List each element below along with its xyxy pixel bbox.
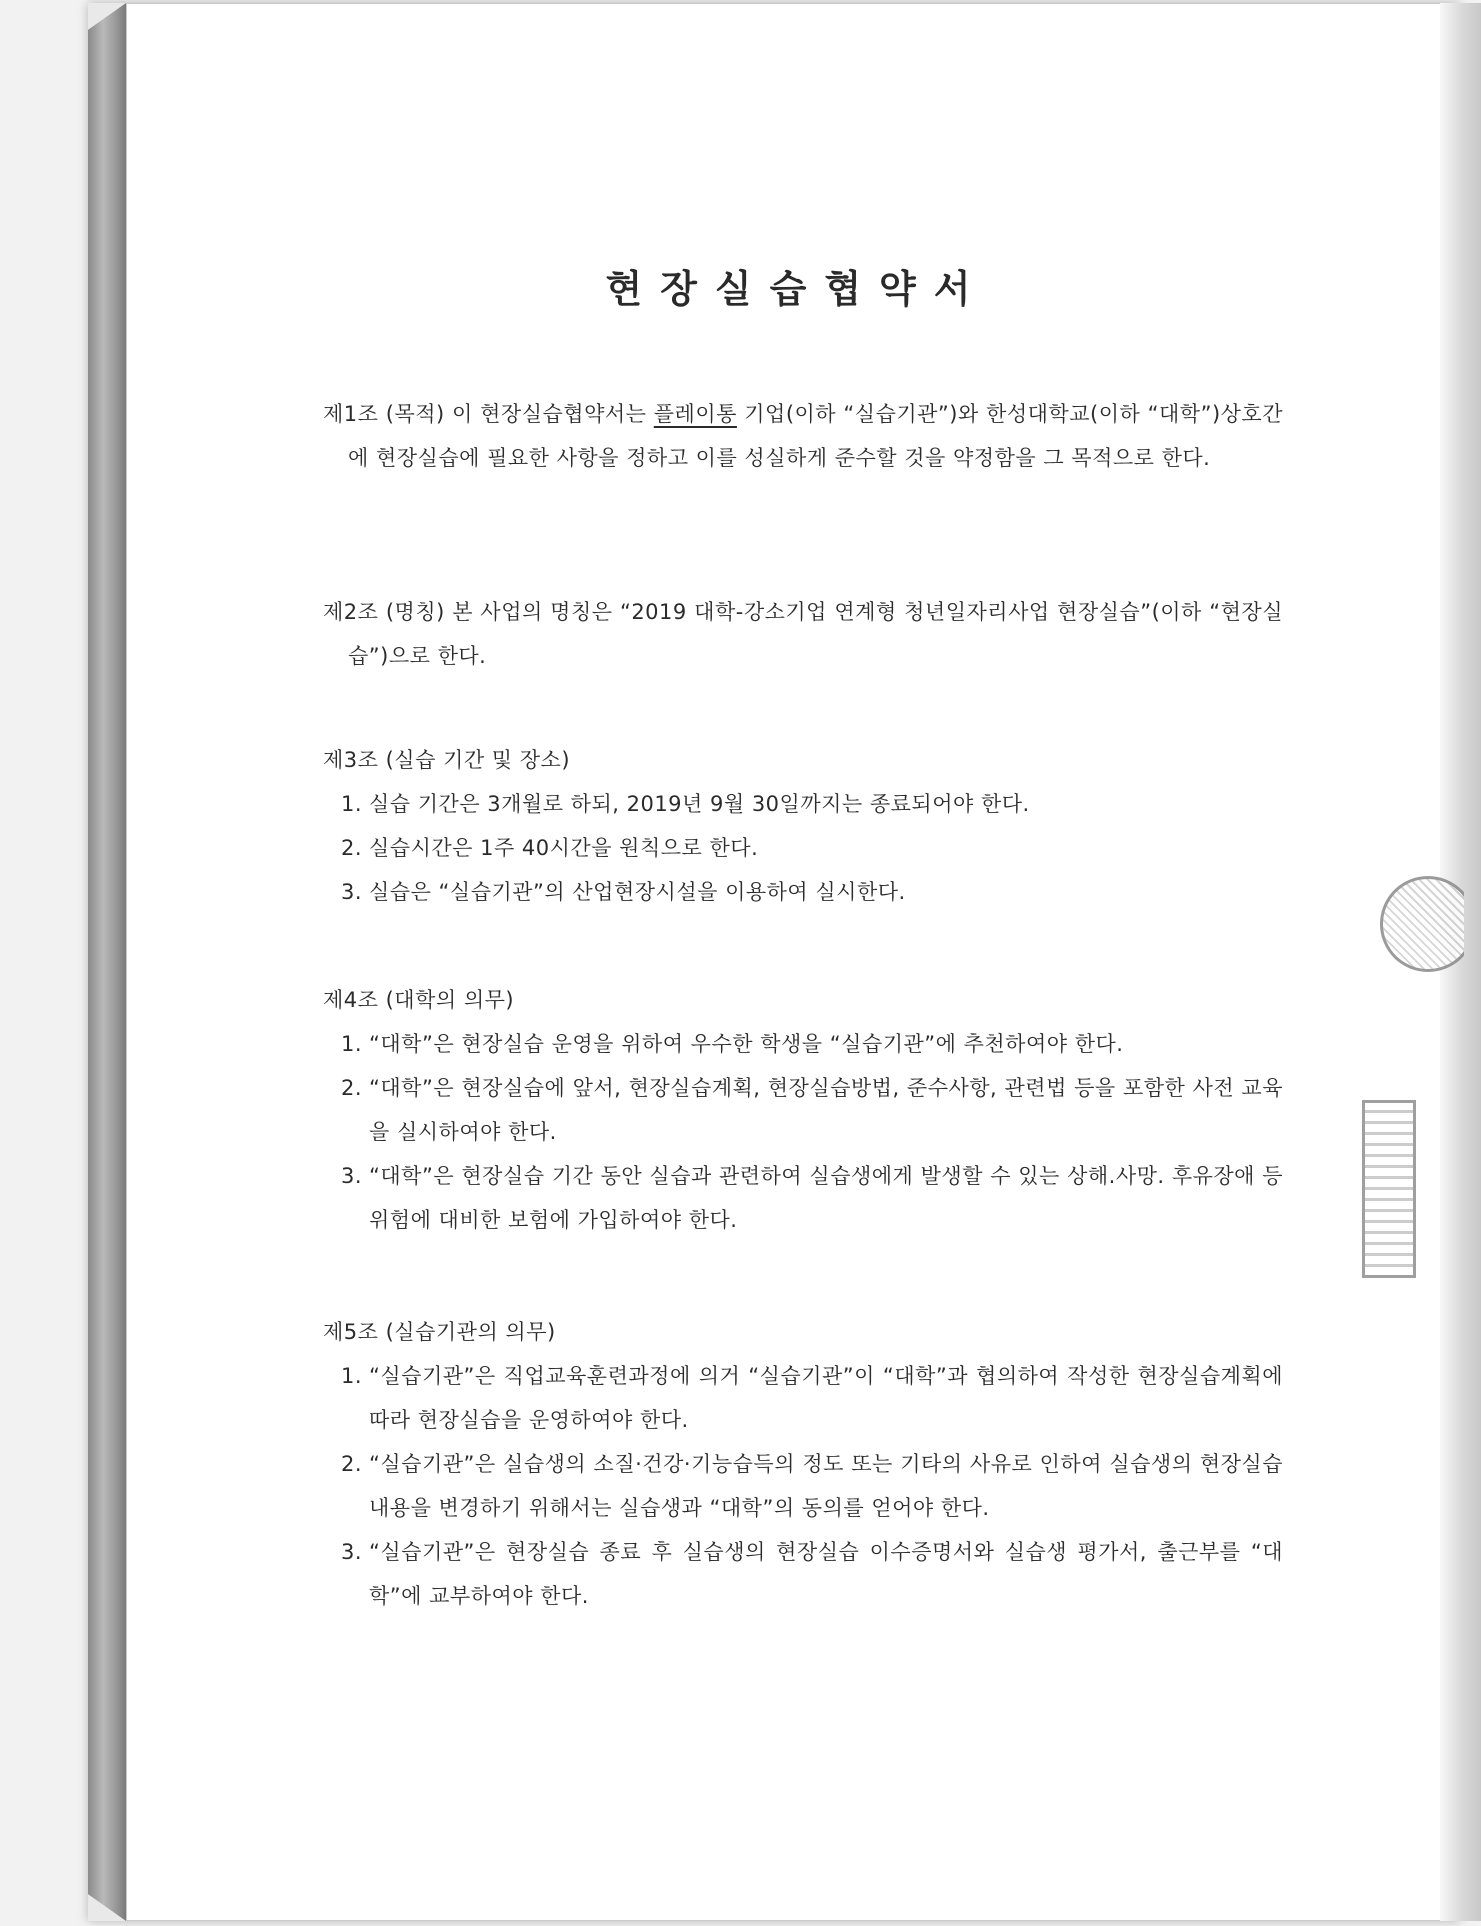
article-5-heading: 제5조 (실습기관의 의무) [323,1320,556,1344]
article-1 [323,392,1283,480]
item-number: 3. [341,880,363,904]
article-5 [323,1310,1283,1618]
company-name: 플레이통 [653,402,737,426]
item-text: “실습기관”은 직업교육훈련과정에 의거 “실습기관”이 “대학”과 협의하여 작성한 현장실습계획에 따라 현장실습을 운영하여야 한다. [369,1364,1283,1432]
item-number: 2. [341,1076,363,1100]
item-number: 3. [341,1164,363,1188]
article-3-item [323,870,1283,914]
article-4-item [323,1154,1283,1242]
item-text: “대학”은 현장실습 운영을 위하여 우수한 학생을 “실습기관”에 추천하여야 한다. [369,1032,1124,1056]
article-2 [323,590,1283,678]
item-number: 2. [341,836,363,860]
seal-circle [1380,876,1464,972]
item-number: 2. [341,1452,363,1476]
document-page [126,3,1460,1921]
article-5-item [323,1442,1283,1530]
article-4-item [323,1066,1283,1154]
item-text: “대학”은 현장실습에 앞서, 현장실습계획, 현장실습방법, 준수사항, 관련법 등을 포함한 사전 교육을 실시하여야 한다. [369,1076,1283,1144]
article-3-item [323,826,1283,870]
item-number: 1. [341,1032,363,1056]
article-4-item [323,1022,1283,1066]
article-1-after: 기업(이하 “실습기관”)와 한성대학교(이하 “대학”)상호간에 현장실습에 필요한 사항을 정하고 이를 성실하게 준수할 것을 약정함을 그 목적으로 한다. [348,402,1284,470]
article-4 [323,978,1283,1242]
item-text: 실습 기간은 3개월로 하되, 2019년 9월 30일까지는 종료되어야 한다. [369,792,1030,816]
item-text: “실습기관”은 실습생의 소질·건강·기능습득의 정도 또는 기타의 사유로 인하여 실습생의 현장실습내용을 변경하기 위해서는 실습생과 “대학”의 동의를 얻어야 한다. [369,1452,1283,1520]
article-5-item [323,1530,1283,1618]
article-1-text [323,392,1283,480]
article-3 [323,738,1283,914]
article-2-text: 제2조 (명칭) 본 사업의 명칭은 “2019 대학-강소기업 연계형 청년일자리사업 현장실습”(이하 “현장실습”)으로 한다. [323,600,1283,668]
rectangular-seal-stamp [1362,1100,1416,1278]
round-seal-stamp [1380,876,1464,976]
page-left-edge [88,3,126,1921]
item-number: 1. [341,792,363,816]
article-1-before: 제1조 (목적) 이 현장실습협약서는 [323,402,654,426]
item-text: 실습시간은 1주 40시간을 원칙으로 한다. [369,836,759,860]
article-5-item [323,1354,1283,1442]
item-number: 1. [341,1364,363,1388]
item-text: “실습기관”은 현장실습 종료 후 실습생의 현장실습 이수증명서와 실습생 평가서, 출근부를 “대학”에 교부하여야 한다. [369,1540,1283,1608]
article-4-heading: 제4조 (대학의 의무) [323,988,515,1012]
item-text: 실습은 “실습기관”의 산업현장시설을 이용하여 실시한다. [369,880,906,904]
item-text: “대학”은 현장실습 기간 동안 실습과 관련하여 실습생에게 발생할 수 있는 상해.사망. 후유장애 등 위험에 대비한 보험에 가입하여야 한다. [369,1164,1283,1232]
item-number: 3. [341,1540,363,1564]
document-title: 현장실습협약서 [605,267,989,311]
article-3-heading: 제3조 (실습 기간 및 장소) [323,748,571,772]
article-3-item [323,782,1283,826]
